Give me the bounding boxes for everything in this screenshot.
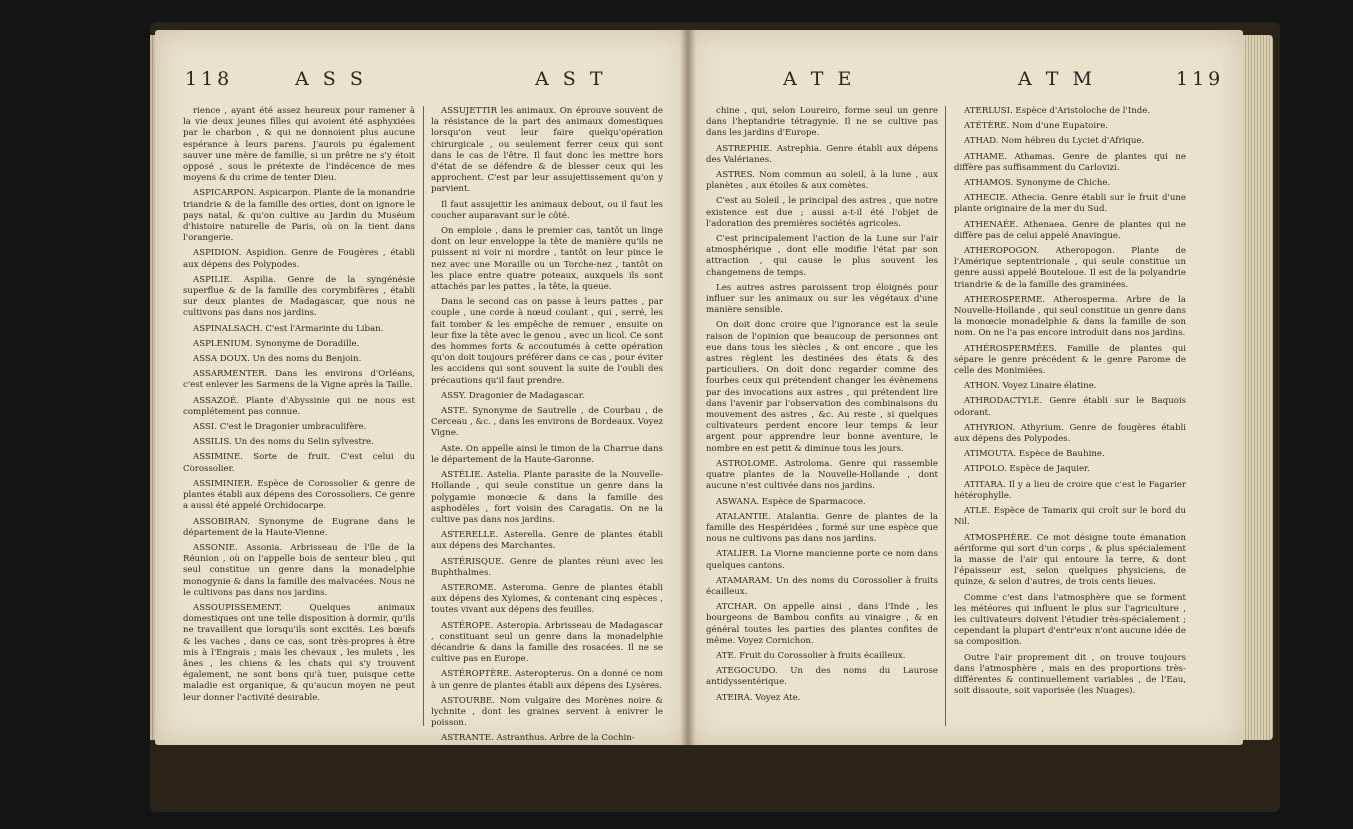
entry-paragraph: ATHAMOS. Synonyme de Chiche. <box>964 178 1111 189</box>
column-rule <box>423 106 424 726</box>
entry-paragraph: ATLE. Espèce de Tamarix qui croît sur le bord du Nil. <box>954 506 1186 528</box>
entry-paragraph: ASTÉRISQUE. Genre de plantes réuni avec les Buphthalmes. <box>431 556 663 578</box>
entry-paragraph: ASPILIE. Aspilia. Genre de la syngénésie superflue & de la famille des corymbifères , établi sur deux plantes de Madagascar, que nous ne cultivons pas dans nos jardins. <box>183 274 415 319</box>
entry-paragraph: ATHON. Voyez Linaire élatine. <box>964 381 1097 392</box>
right-page-header <box>688 68 1243 92</box>
entry-paragraph: ASTEROME. Asteroma. Genre de plantes établi aux dépens des Xylomes, & contenant cinq espèces , toutes vivant aux dépens des feuilles. <box>431 582 663 616</box>
entry-paragraph: On emploie , dans le premier cas, tantôt un linge dont on leur enveloppe la tête de manière qu'ils ne puissent ni voir ni mordre , tantôt on leur pince le nez avec une Moraille ou un Torche-nez , tantôt on les place entre quatre poteaux, auxquels ils sont attachés par les pattes , la tête, la queue. <box>431 226 663 293</box>
entry-paragraph: chine , qui, selon Loureiro, forme seul un genre dans l'heptandrie tétragynie. Il ne se cultive pas dans les jardins d'Europe. <box>706 106 938 139</box>
header-left-word: A S S <box>295 68 367 90</box>
right-page-column-1 <box>706 106 938 708</box>
entry-paragraph: ASSOBIRAN. Synonyme de Eugrane dans le département de la Haute-Vienne. <box>183 516 415 538</box>
entry-paragraph: ASPIDION. Aspidion. Genre de Fougères , établi aux dépens des Polypodes. <box>183 248 415 270</box>
entry-paragraph: ATHECIE. Athecia. Genre établi sur le fruit d'une plante originaire de la mer du Sud. <box>954 193 1186 215</box>
entry-paragraph: ASTERELLE. Asterella. Genre de plantes établi aux dépens des Marchantes. <box>431 530 663 552</box>
entry-paragraph: ASSOUPISSEMENT. Quelques animaux domestiques ont une telle disposition à dormir, qu'ils ne travaillent que lorsqu'ils sont excités. Les bœufs & les vaches , dans ce cas, sont très-propres à être mis à l'Engrais ; mais les chevaux , les mulets , les ânes , les chiens & les chats qui s'y trouvent également, ne sont bons qu'à tuer, puisque cette maladie est organique, & qu'aucun moyen ne peut leur donner l'activité desirable. <box>183 602 415 703</box>
entry-paragraph: ASSUJETTIR les animaux. On éprouve souvent de la résistance de la part des animaux domestiques lorsqu'on veut leur faire quelqu'opération chirurgicale , ou seulement ferrer ceux qui sont dans le cas de l'être. Il faut donc les mettre hors d'état de se défendre & de blesser ceux qui les approchent. C'est par leur assujettissement qu'on y parvient. <box>431 106 663 195</box>
entry-paragraph: ATHEROPOGON. Atheropogon. Plante de l'Amérique septentrionale , qui seule constitue un genre aussi appelé Bouteloue. Il est de la polyandrie triandrie & de la famille des graminées. <box>954 246 1186 290</box>
entry-paragraph: ATE. Fruit du Corossolier à fruits écailleux. <box>716 650 906 661</box>
entry-paragraph: ASSAZOÉ. Plante d'Abyssinie qui ne nous est complétement pas connue. <box>183 395 415 417</box>
entry-paragraph: ASPICARPON. Aspicarpon. Plante de la monandrie triandrie & de la famille des orties, dont on ignore le pays natal, & qu'on cultive au Jardin du Muséum d'histoire naturelle de Paris, où on la tient dans l'orangerie. <box>183 188 415 244</box>
entry-paragraph: ASTÉLIE. Astelia. Plante parasite de la Nouvelle-Hollande , qui seule constitue un genre dans la polygamie monœcie & dans la famille des asphodèles , fort voisin des Caragatis. On ne la cultive pas dans nos jardins. <box>431 470 663 525</box>
entry-paragraph: ASTE. Synonyme de Sautrelle , de Courbau , de Cerceau , &c. , dans les environs de Bordeaux. Voyez Vigne. <box>431 406 663 439</box>
header-right-word: A S T <box>535 68 607 90</box>
entry-paragraph: ASWANA. Espèce de Sparmacoce. <box>716 496 866 507</box>
entry-paragraph: ATHAME. Athamas. Genre de plantes qui ne diffère pas suffisamment du Carlovizi. <box>954 151 1186 173</box>
entry-paragraph: On doit donc croire que l'ignorance est la seule raison de l'opinion que beaucoup de personnes ont eue dans tous les siècles , & ont encore , que les astres règlent les destinées des états & des particuliers. On doit donc regarder comme des fourbes ceux qui prétendent changer les évènemens par des invocations aux astres , qui prétendent lire dans l'avenir par l'observation des combinaisons du mouvement des astres , &c. Au reste , si quelques cultivateurs perdent encore leur temps & leur argent pour apprendre leur bonne aventure, le nombre en est petit & diminue tous les jours. <box>706 320 938 454</box>
entry-paragraph: ATÉTÈRE. Nom d'une Eupatoire. <box>964 121 1109 132</box>
entry-paragraph: ATEIRA. Voyez Ate. <box>716 692 801 703</box>
entry-paragraph: ASSILIS. Un des noms du Selin sylvestre. <box>193 437 374 448</box>
page-number: 118 <box>185 68 234 90</box>
entry-paragraph: ASSA DOUX. Un des noms du Benjoin. <box>193 354 362 365</box>
left-page-column-1 <box>183 106 415 708</box>
entry-paragraph: ATEGOCUDO. Un des noms du Laurose antidyssentérique. <box>706 666 938 688</box>
entry-paragraph: ATALIER. La Viorne mancienne porte ce nom dans quelques cantons. <box>706 549 938 571</box>
entry-paragraph: ASTOURBE. Nom vulgaire des Morènes noire & lychnite , dont les graines servent à enivrer le poisson. <box>431 695 663 729</box>
entry-paragraph: ATHÉROSPERMÉES. Famille de plantes qui sépare le genre précédent & le genre Parome de celle des Monimiées. <box>954 343 1186 377</box>
column-rule <box>945 106 946 726</box>
entry-paragraph: ASTÉROPE. Asteropia. Arbrisseau de Madagascar , constituant seul un genre dans la monadelphie décandrie & dans la famille des rosacées. Il ne se cultive pas en Europe. <box>431 620 663 665</box>
entry-paragraph: C'est principalement l'action de la Lune sur l'air atmosphérique , dont elle modifie l'état par son attraction , qui cause le plus souvent les changemens de temps. <box>706 234 938 278</box>
entry-paragraph: ASSONIE. Assonia. Arbrisseau de l'île de la Réunion , où on l'appelle bois de senteur bleu , qui seul constitue un genre dans la monadelphie monogynie & dans la famille des malvacées. Nous ne le cultivons pas dans nos jardins. <box>183 542 415 598</box>
entry-paragraph: ASTRES. Nom commun au soleil, à la lune , aux planètes , aux étoiles & aux comètes. <box>706 170 938 192</box>
entry-paragraph: ATIMOUTA. Espèce de Bauhine. <box>964 449 1105 460</box>
left-page-header <box>155 68 688 92</box>
entry-paragraph: ASSIMINIER. Espèce de Corossolier & genre de plantes établi aux dépens des Corossoliers. Ce genre a aussi été appelé Orchidocarpe. <box>183 478 415 512</box>
entry-paragraph: Outre l'air proprement dit , on trouve toujours dans l'atmosphère , mais en des proportions très-différentes & continuellement variables , de l'Eau, soit dissoute, soit vaporisée (les Nuages). <box>954 652 1186 697</box>
right-page <box>688 30 1243 745</box>
entry-paragraph: ATHENAÉE. Athenaea. Genre de plantes qui ne diffère pas de celui appelé Anavingue. <box>954 219 1186 241</box>
entry-paragraph: ASTREPHIE. Astrephia. Genre établi aux dépens des Valérianes. <box>706 143 938 165</box>
entry-paragraph: ATALANTIE. Atalantia. Genre de plantes de la famille des Hespéridées , formé sur une espèce que nous ne cultivons pas dans nos jardins. <box>706 511 938 545</box>
entry-paragraph: ASPINALSACH. C'est l'Armarinte du Liban. <box>193 323 384 334</box>
entry-paragraph: ATIPOLO. Espèce de Jaquier. <box>964 464 1090 475</box>
entry-paragraph: ASTRANTE. Astranthus. Arbre de la Cochin- <box>441 733 635 744</box>
entry-paragraph: ATHEROSPERME. Atherosperma. Arbre de la Nouvelle-Hollande , qui seul constitue un genre dans la monœcie monadelphie & dans la famille de son nom. On ne l'a pas encore introduit dans nos jardins. <box>954 294 1186 339</box>
entry-paragraph: Aste. On appelle ainsi le timon de la Charrue dans le département de la Haute-Garonne. <box>431 443 663 465</box>
entry-paragraph: ASSY. Dragonier de Madagascar. <box>441 390 585 401</box>
entry-paragraph: Dans le second cas on passe à leurs pattes , par couple , une corde à nœud coulant , qui , serré, les fait tomber & les empêche de remuer , ensuite on leur fixe la tête avec le genou , avec un licol. Ce sont des hommes forts & accoutumés à cette opération qu'on doit toujours préférer dans ce cas , pour éviter les accidens qui sont souvent la suite de l'oubli des précautions qu'il faut prendre. <box>431 297 663 386</box>
entry-paragraph: ASSI. C'est le Dragonier umbraculifère. <box>193 422 367 433</box>
right-page-column-2 <box>954 106 1186 701</box>
header-right-word: A T M <box>1018 68 1096 90</box>
entry-paragraph: ASTROLOME. Astroloma. Genre qui rassemble quatre plantes de la Nouvelle-Hollande , dont aucune n'est cultivée dans nos jardins. <box>706 458 938 492</box>
page-number: 119 <box>1176 68 1225 90</box>
entry-paragraph: ATERLUSI. Espèce d'Aristoloche de l'Inde. <box>964 106 1151 116</box>
entry-paragraph: ATHYRION. Athyrium. Genre de fougères établi aux dépens des Polypodes. <box>954 422 1186 445</box>
entry-paragraph: ATHAD. Nom hébreu du Lyciet d'Afrique. <box>964 136 1145 147</box>
entry-paragraph: ATAMARAM. Un des noms du Corossolier à fruits écailleux. <box>706 575 938 597</box>
entry-paragraph: ATMOSPHÈRE. Ce mot désigne toute émanation aériforme qui sort d'un corps , & plus spécialement la masse de l'air qui entoure la terre, & dont l'épaisseur est, selon quelques physiciens, de quinze, & selon d'autres, de trois cents lieues. <box>954 532 1186 588</box>
entry-paragraph: Il faut assujettir les animaux debout, ou il faut les coucher auparavant sur le côté. <box>431 199 663 221</box>
entry-paragraph: rience , ayant été assez heureux pour ramener à la vie deux jeunes filles qui avoient été asphyxiées par le charbon , & qui ne donnoient plus aucune espérance à leurs parens. J'aurois pu également sauver une mère de famille, si un prêtre ne s'y étoit opposé , sous le prétexte de l'indécence de mes moyens & du crime de tenter Dieu. <box>183 106 415 184</box>
right-page-edges <box>1243 35 1273 740</box>
left-page-column-2 <box>431 106 663 745</box>
entry-paragraph: ASPLENIUM. Synonyme de Doradille. <box>193 338 360 349</box>
entry-paragraph: ASSARMENTER. Dans les environs d'Orléans, c'est enlever les Sarmens de la Vigne après la Taille. <box>183 369 415 391</box>
entry-paragraph: ATHRODACTYLE. Genre établi sur le Baquois odorant. <box>954 396 1186 418</box>
entry-paragraph: Comme c'est dans l'atmosphère que se forment les météores qui influent le plus sur l'agriculture , les cultivateurs doivent l'étudier très-spécialement ; cependant la plupart d'entr'eux n'ont aucune idée de sa composition. <box>954 592 1186 648</box>
entry-paragraph: C'est au Soleil , le principal des astres , que notre existence est due ; aussi a-t-il été l'objet de l'adoration des premières sociétés agricoles. <box>706 196 938 229</box>
book-gutter <box>680 30 696 745</box>
header-left-word: A T E <box>783 68 856 90</box>
entry-paragraph: ASTÉROPTÈRE. Asteropterus. On a donné ce nom à un genre de plantes établi aux dépens des Lysères. <box>431 669 663 691</box>
entry-paragraph: Les autres astres paroissent trop éloignés pour influer sur les animaux ou sur les végétaux d'une manière sensible. <box>706 282 938 316</box>
left-page <box>155 30 688 745</box>
entry-paragraph: ATITARA. Il y a lieu de croire que c'est le Fagarier hétérophylle. <box>954 479 1186 501</box>
entry-paragraph: ASSIMINE. Sorte de fruit. C'est celui du Corossolier. <box>183 452 415 474</box>
entry-paragraph: ATCHAR. On appelle ainsi , dans l'Inde , les bourgeons de Bambou confits au vinaigre , & en général toutes les parties des plantes confites de même. Voyez Cornichon. <box>706 602 938 646</box>
